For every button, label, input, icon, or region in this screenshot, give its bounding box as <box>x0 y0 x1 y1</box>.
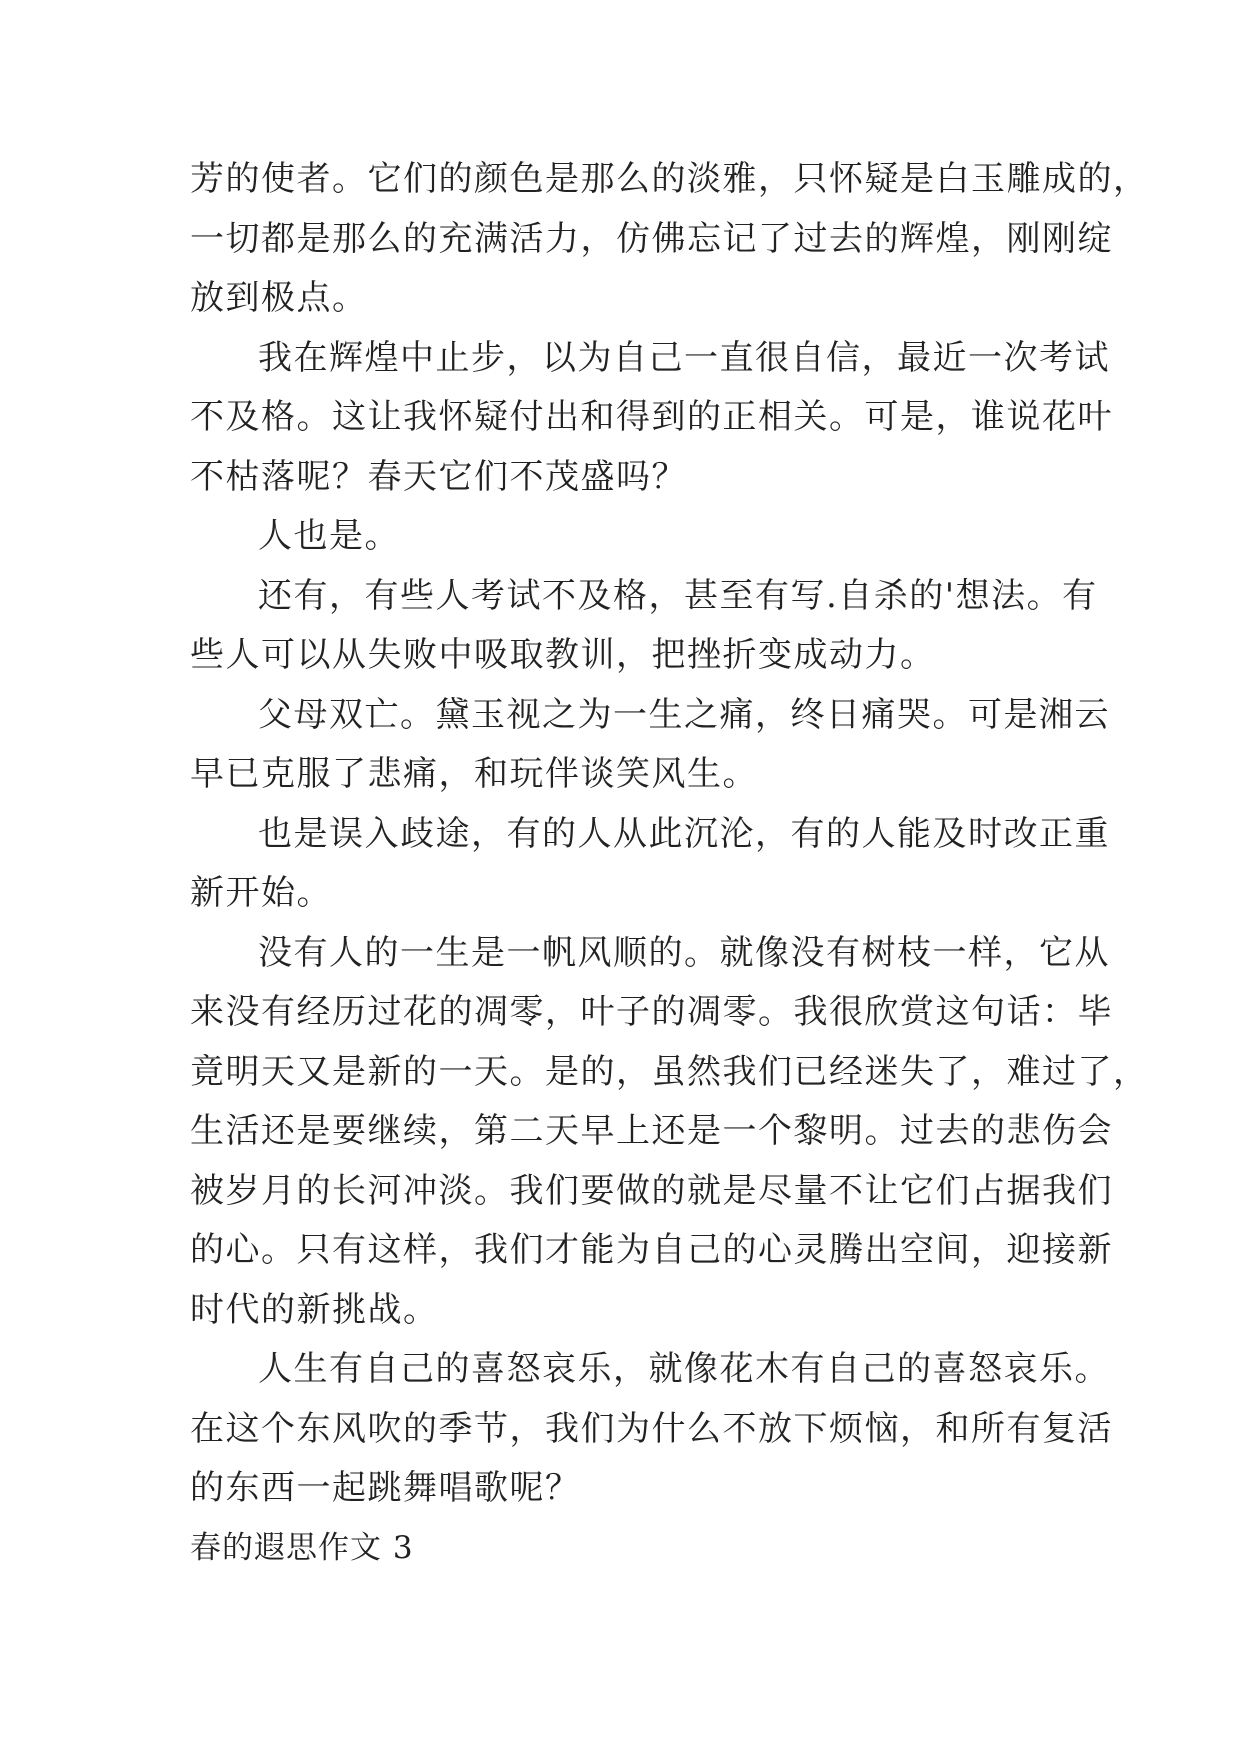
paragraph-first-line: 人也是。 <box>258 516 400 556</box>
text-line: 不枯落呢？春天它们不茂盛吗？ <box>190 456 687 497</box>
text-line: 的东西一起跳舞唱歌呢？ <box>190 1468 581 1508</box>
document-body <box>190 150 1149 1578</box>
paragraph-first-line: 也是误入歧途，有的人从此沉沦，有的人能及时改正重 <box>258 813 1110 854</box>
text-line: 来没有经历过花的凋零，叶子的凋零。我很欣赏这句话：毕 <box>190 992 1113 1032</box>
text-line: 些人可以从失败中吸取教训，把挫折变成动力。 <box>190 635 936 675</box>
text-line: 的心。只有这样，我们才能为自己的心灵腾出空间，迎接新 <box>190 1230 1113 1270</box>
paragraph-first-line: 我在辉煌中止步，以为自己一直很自信，最近一次考试 <box>258 337 1110 378</box>
paragraph-first-line: 父母双亡。黛玉视之为一生之痛，终日痛哭。可是湘云 <box>258 694 1110 735</box>
section-heading: 春的遐思作文 3 <box>190 1529 414 1566</box>
text-line: 不及格。这让我怀疑付出和得到的正相关。可是，谁说花叶 <box>190 397 1113 437</box>
text-line: 时代的新挑战。 <box>190 1289 439 1330</box>
paragraph-first-line: 人生有自己的喜怒哀乐，就像花木有自己的喜怒哀乐。 <box>258 1349 1110 1389</box>
text-line: 在这个东风吹的季节，我们为什么不放下烦恼，和所有复活 <box>190 1408 1113 1449</box>
text-line: 竟明天又是新的一天。是的，虽然我们已经迷失了，难过了， <box>190 1051 1149 1092</box>
text-line: 新开始。 <box>190 873 332 913</box>
text-line: 一切都是那么的充满活力，仿佛忘记了过去的辉煌，刚刚绽 <box>190 218 1113 259</box>
text-line: 芳的使者。它们的颜色是那么的淡雅，只怀疑是白玉雕成的， <box>190 159 1149 199</box>
text-line: 早已克服了悲痛，和玩伴谈笑风生。 <box>190 754 758 794</box>
text-line: 放到极点。 <box>190 278 368 318</box>
text-line: 生活还是要继续，第二天早上还是一个黎明。过去的悲伤会 <box>190 1111 1113 1151</box>
text-line: 被岁月的长河冲淡。我们要做的就是尽量不让它们占据我们 <box>190 1170 1113 1211</box>
paragraph-first-line: 还有，有些人考试不及格，甚至有写.自杀的'想法。有 <box>258 575 1098 616</box>
paragraph-first-line: 没有人的一生是一帆风顺的。就像没有树枝一样，它从 <box>258 932 1110 973</box>
